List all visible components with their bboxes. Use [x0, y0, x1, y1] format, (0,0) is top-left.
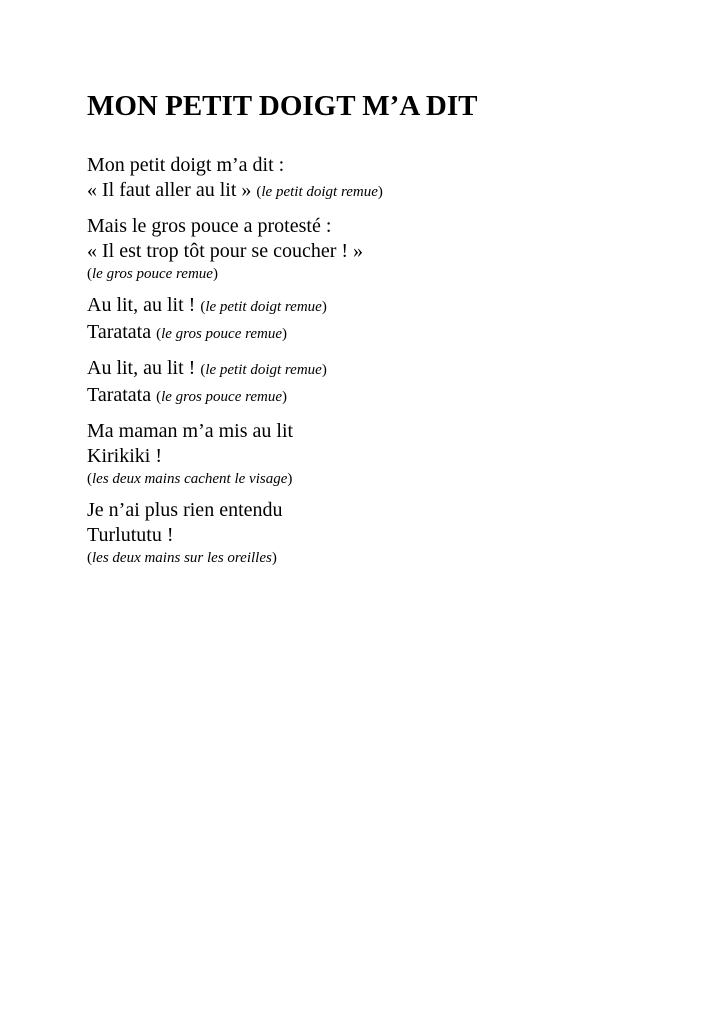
stage-direction-text: les deux mains sur les oreilles [92, 550, 272, 566]
poem-line [87, 444, 687, 469]
stage-direction: (le gros pouce remue) [87, 266, 218, 282]
stanza-5 [87, 419, 687, 489]
stage-direction-text: les deux mains cachent le visage [92, 471, 288, 487]
poem [87, 153, 687, 577]
poem-line [87, 239, 687, 264]
poem-line [87, 214, 687, 239]
stage-direction-text: le gros pouce remue [161, 389, 283, 405]
line-text: Mais le gros pouce a protesté : [87, 215, 332, 237]
line-text: Au lit, au lit ! [87, 357, 196, 379]
stanza-1 [87, 153, 687, 205]
stage-direction-text: le petit doigt remue [205, 362, 322, 378]
stage-direction: (les deux mains sur les oreilles) [87, 550, 277, 566]
poem-line [87, 178, 687, 205]
stage-direction: (le gros pouce remue) [156, 326, 288, 342]
stage-direction: (le gros pouce remue) [156, 389, 288, 405]
line-text: Taratata [87, 384, 152, 406]
stage-direction: (le petit doigt remue) [200, 362, 327, 378]
poem-line [87, 523, 687, 548]
line-text: Kirikiki ! [87, 445, 162, 467]
stanza-3 [87, 293, 687, 347]
stage-direction: (les deux mains cachent le visage) [87, 471, 293, 487]
line-text: Ma maman m’a mis au lit [87, 420, 294, 442]
stanza-4 [87, 356, 687, 410]
page-title: MON PETIT DOIGT M’A DIT [87, 90, 478, 122]
stage-direction: (le petit doigt remue) [256, 184, 383, 200]
stanza-2 [87, 214, 687, 284]
line-text: « Il est trop tôt pour se coucher ! » [87, 240, 364, 262]
poem-line [87, 356, 687, 383]
line-text: Turlututu ! [87, 524, 174, 546]
poem-line [87, 320, 687, 347]
stage-direction-text: le petit doigt remue [205, 299, 322, 315]
poem-line [87, 153, 687, 178]
stage-direction-text: le gros pouce remue [161, 326, 283, 342]
stage-direction-text: le gros pouce remue [92, 266, 213, 282]
poem-line [87, 293, 687, 320]
stage-direction: (le petit doigt remue) [200, 299, 327, 315]
line-text: Je n’ai plus rien entendu [87, 499, 283, 521]
poem-line [87, 419, 687, 444]
line-text: « Il faut aller au lit » [87, 179, 252, 201]
poem-line [87, 498, 687, 523]
poem-line [87, 383, 687, 410]
line-text: Mon petit doigt m’a dit : [87, 154, 285, 176]
line-text: Taratata [87, 321, 152, 343]
stanza-6 [87, 498, 687, 568]
line-text: Au lit, au lit ! [87, 294, 196, 316]
stage-direction-text: le petit doigt remue [261, 184, 378, 200]
